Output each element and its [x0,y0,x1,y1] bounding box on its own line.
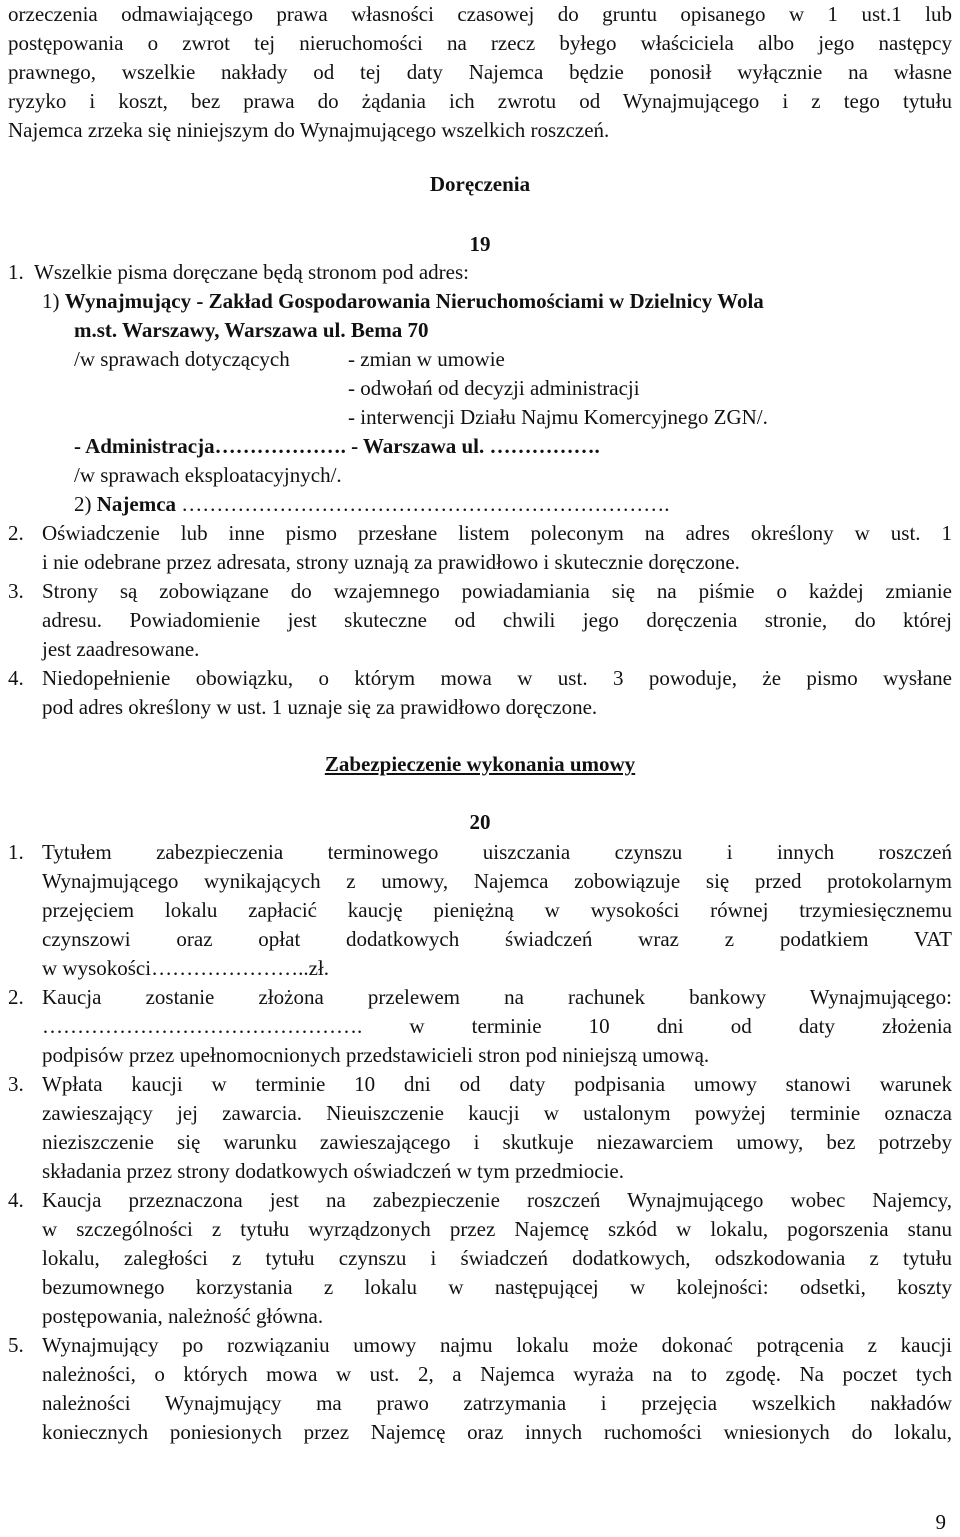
section-20-number: 20 [469,810,491,834]
page-number: 9 [935,1510,946,1534]
item-text [42,838,952,983]
intro-paragraph [8,0,952,145]
intro-line: Najemca zrzeka się niniejszym do Wynajmującego wszelkich roszczeń. [8,118,610,142]
item-number: 4. [8,1188,24,1212]
item-line: w szczególności z tytułu wyrządzonych przez Najemcę szkód w lokalu, pogorszenia stanu [42,1217,952,1241]
matter-item: - zmian w umowie [348,347,505,371]
item-number: 4. [8,666,24,690]
item-line: przejęciem lokalu zapłacić kaucję pieniężną w wysokości równej trzymiesięcznemu [42,898,952,922]
item-line: Wynajmującego wynikających z umowy, Najemca zobowiązuje się przed protokolarnym [42,869,952,893]
item-number: 1. [8,260,24,284]
item-text [42,1070,952,1186]
item-line: zawieszający jej zawarcia. Nieuiszczenie kaucji w ustalonym powyżej terminie oznacza [42,1101,952,1125]
item-number: 3. [8,579,24,603]
item-number: 5. [8,1333,24,1357]
section-19-title: Doręczenia [429,172,531,196]
intro-line: postępowania o zwrot tej nieruchomości na rzecz byłego właściciela albo jego następcy [8,31,952,55]
item-line: koniecznych poniesionych przez Najemcę oraz innych ruchomości wniesionych do lokalu, [42,1420,952,1444]
tenant-prefix: 2) [74,492,97,516]
address-line-2: m.st. Warszawy, Warszawa ul. Bema 70 [74,318,429,342]
address-line-1: Wynajmujący - Zakład Gospodarowania Nieruchomościami w Dzielnicy Wola [64,289,764,313]
item-line: lokalu, zaległości z tytułu czynszu i świadczeń dodatkowych, odszkodowania z tytułu [42,1246,952,1270]
item-text [42,983,952,1070]
item-number: 3. [8,1072,24,1096]
item-line: w wysokości…………………..zł. [42,956,329,980]
item-line: ………………………………………. w terminie 10 dni od daty złożenia [42,1014,952,1038]
item-text [42,519,952,577]
item-text [42,577,952,664]
item-line: Wpłata kaucji w terminie 10 dni od daty podpisania umowy stanowi warunek [42,1072,952,1096]
item-text [42,664,952,722]
item-text [42,1331,952,1447]
item-text: Wszelkie pisma doręczane będą stronom pod adres: [34,260,470,284]
item-line: pod adres określony w ust. 1 uznaje się za prawidłowo doręczone. [42,695,598,719]
item-line: i nie odebrane przez adresata, strony uznają za prawidłowo i skutecznie doręczone. [42,550,740,574]
item-line: Strony są zobowiązane do wzajemnego powiadamiania się na piśmie o każdej zmianie [42,579,952,603]
administration-line: - Administracja………………. - Warszawa ul. …………… [74,434,595,458]
tenant-dots: ……………………………………………………………. [181,492,670,516]
administration-dot: . [594,434,600,458]
tenant-label: Najemca [96,492,182,516]
item-line: adresu. Powiadomienie jest skuteczne od chwili jego doręczenia stronie, do której [42,608,952,632]
item-line: Kaucja zostanie złożona przelewem na rachunek bankowy Wynajmującego: [42,985,952,1009]
item-number: 2. [8,521,24,545]
item-line: należności, o których mowa w ust. 2, a Najemca wyraża na to zgodę. Na poczet tych [42,1362,952,1386]
item-number: 1. [8,840,24,864]
address-prefix: 1) [42,289,65,313]
item-text [42,1186,952,1331]
exploitation-note: /w sprawach eksploatacyjnych/. [74,463,342,487]
item-line: nieziszczenie się warunku zawieszającego i skutkuje niezawarciem umowy, bez potrzeby [42,1130,952,1154]
item-number: 2. [8,985,24,1009]
matters-list [348,345,948,432]
item-line: postępowania, należność główna. [42,1304,324,1328]
item-line: Oświadczenie lub inne pismo przesłane listem poleconym na adres określony w ust. 1 [42,521,952,545]
item-line: bezumownego korzystania z lokalu w następującej w kolejności: odsetki, koszty [42,1275,952,1299]
item-line: Wynajmujący po rozwiązaniu umowy najmu lokalu może dokonać potrącenia z kaucji [42,1333,952,1357]
intro-line: orzeczenia odmawiającego prawa własności czasowej do gruntu opisanego w 1 ust.1 lub [8,2,952,26]
intro-line: ryzyko i koszt, bez prawa do żądania ich zwrotu od Wynajmującego i z tego tytułu [8,89,952,113]
item-line: składania przez strony dodatkowych oświadczeń w tym przedmiocie. [42,1159,624,1183]
item-line: Tytułem zabezpieczenia terminowego uiszczania czynszu i innych roszczeń [42,840,952,864]
item-line: podpisów przez upełnomocnionych przedstawicieli stron pod niniejszą umową. [42,1043,710,1067]
matter-item: - interwencji Działu Najmu Komercyjnego ZGN/. [348,405,768,429]
item-line: Kaucja przeznaczona jest na zabezpieczenie roszczeń Wynajmującego wobec Najemcy, [42,1188,952,1212]
section-19-number: 19 [469,232,491,256]
item-line: należności Wynajmujący ma prawo zatrzymania i przejęcia wszelkich nakładów [42,1391,952,1415]
intro-line: prawnego, wszelkie nakłady od tej daty Najemca będzie ponosił wyłącznie na własne [8,60,952,84]
document-page [8,0,952,1537]
item-line: Niedopełnienie obowiązku, o którym mowa w ust. 3 powoduje, że pismo wysłane [42,666,952,690]
matter-item: - odwołań od decyzji administracji [348,376,640,400]
item-line: jest zaadresowane. [42,637,200,661]
section-20-title: Zabezpieczenie wykonania umowy [324,752,636,776]
matters-label: /w sprawach dotyczących [74,347,290,371]
item-line: czynszowi oraz opłat dodatkowych świadczeń wraz z podatkiem VAT [42,927,952,951]
